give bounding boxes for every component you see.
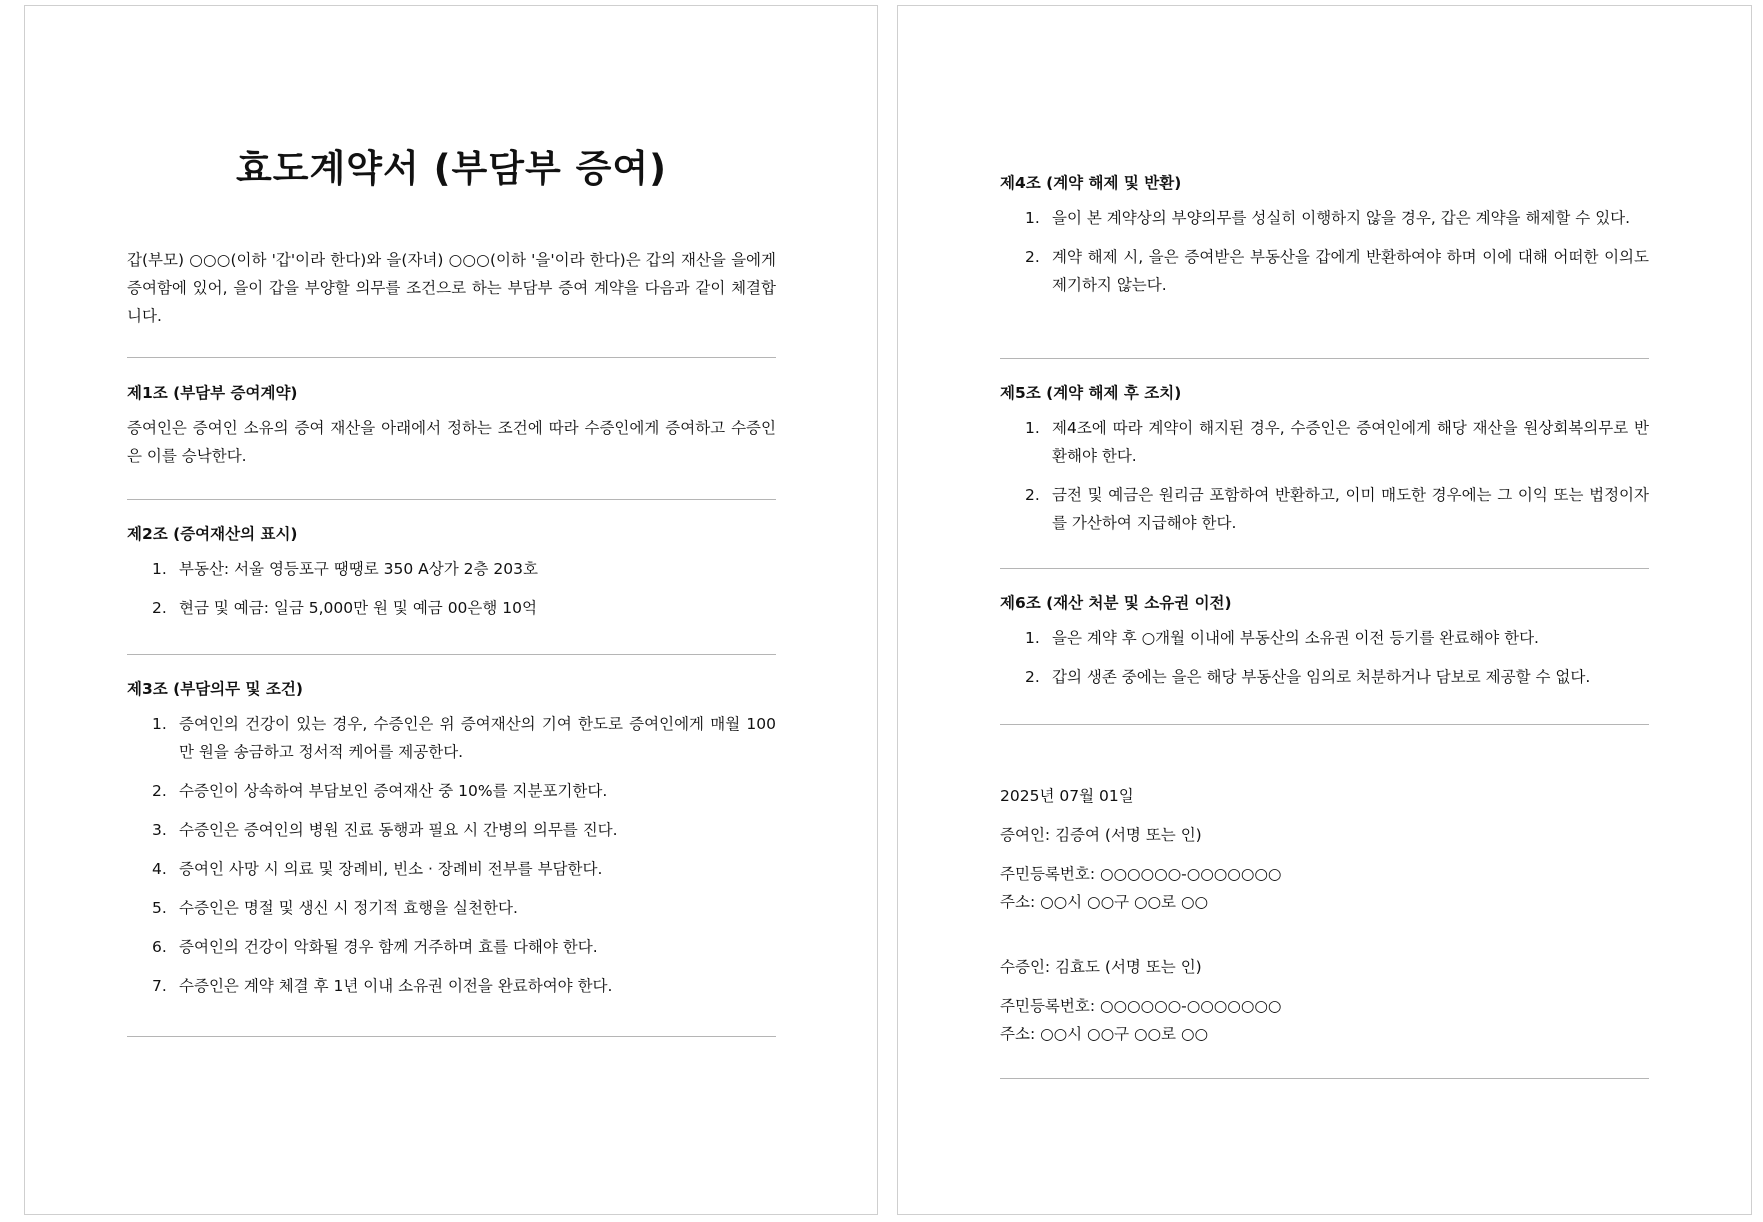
article-6-list xyxy=(1000,624,1649,702)
list-item-number: 2. xyxy=(1025,486,1040,504)
section-divider xyxy=(1000,568,1649,569)
list-item-text: 을이 본 계약상의 부양의무를 성실히 이행하지 않을 경우, 갑은 계약을 해제할 수 있다. xyxy=(1052,209,1631,227)
list-item-text: 수증인은 계약 체결 후 1년 이내 소유권 이전을 완료하여야 한다. xyxy=(179,977,613,995)
section-divider xyxy=(1000,724,1649,725)
article-2-list xyxy=(127,555,776,633)
list-item-text: 증여인 사망 시 의료 및 장례비, 빈소 · 장례비 전부를 부담한다. xyxy=(179,860,603,878)
list-item xyxy=(127,855,776,883)
list-item xyxy=(127,933,776,961)
list-item-number: 1. xyxy=(152,715,167,733)
list-item-number: 1. xyxy=(1025,209,1040,227)
list-item xyxy=(1000,243,1649,299)
article-1-heading: 제1조 (부담부 증여계약) xyxy=(127,384,298,402)
document-page-2 xyxy=(897,5,1752,1215)
article-5-list xyxy=(1000,414,1649,548)
list-item xyxy=(127,777,776,805)
article-1-paragraph: 증여인은 증여인 소유의 증여 재산을 아래에서 정하는 조건에 따라 수증인에게 증여하고 수증인은 이를 승낙한다. xyxy=(127,419,776,465)
intro-paragraph: 갑(부모) ○○○(이하 '갑'이라 한다)와 을(자녀) ○○○(이하 '을'이라 한다)은 갑의 재산을 을에게 증여함에 있어, 을이 갑을 부양할 의무를 조건으로 하는 부담부 증여 계약을 다음과 같이 체결합니다. xyxy=(127,251,776,325)
section-divider xyxy=(127,654,776,655)
donee-address-line: 주소: ○○시 ○○구 ○○로 ○○ xyxy=(1000,1025,1208,1043)
list-item-number: 6. xyxy=(152,938,167,956)
list-item-text: 계약 해제 시, 을은 증여받은 부동산을 갑에게 반환하여야 하며 이에 대해 어떠한 이의도 제기하지 않는다. xyxy=(1052,248,1649,294)
list-item-number: 2. xyxy=(152,782,167,800)
article-3-heading: 제3조 (부담의무 및 조건) xyxy=(127,680,303,698)
list-item-number: 3. xyxy=(152,821,167,839)
article-4-list xyxy=(1000,204,1649,310)
article-3-list xyxy=(127,710,776,1011)
list-item xyxy=(1000,624,1649,652)
list-item-number: 2. xyxy=(1025,248,1040,266)
list-item xyxy=(1000,663,1649,691)
list-item-number: 5. xyxy=(152,899,167,917)
list-item-text: 현금 및 예금: 일금 5,000만 원 및 예금 00은행 10억 xyxy=(179,599,537,617)
contract-date: 2025년 07월 01일 xyxy=(1000,787,1134,805)
list-item-text: 부동산: 서울 영등포구 땡땡로 350 A상가 2층 203호 xyxy=(179,560,538,578)
list-item xyxy=(127,710,776,766)
list-item-text: 수증인이 상속하여 부담보인 증여재산 중 10%를 지분포기한다. xyxy=(179,782,608,800)
list-item-number: 2. xyxy=(152,599,167,617)
list-item-text: 제4조에 따라 계약이 해지된 경우, 수증인은 증여인에게 해당 재산을 원상회복의무로 반환해야 한다. xyxy=(1052,419,1649,465)
list-item xyxy=(127,894,776,922)
list-item xyxy=(1000,481,1649,537)
document-page-1 xyxy=(24,5,878,1215)
list-item xyxy=(127,972,776,1000)
list-item xyxy=(1000,414,1649,470)
donee-name-line: 수증인: 김효도 (서명 또는 인) xyxy=(1000,958,1202,976)
article-6-heading: 제6조 (재산 처분 및 소유권 이전) xyxy=(1000,594,1232,612)
donor-id-line: 주민등록번호: ○○○○○○-○○○○○○○ xyxy=(1000,865,1282,883)
section-divider xyxy=(127,1036,776,1037)
list-item-text: 수증인은 명절 및 생신 시 정기적 효행을 실천한다. xyxy=(179,899,518,917)
article-5-heading: 제5조 (계약 해제 후 조치) xyxy=(1000,384,1182,402)
list-item-text: 수증인은 증여인의 병원 진료 동행과 필요 시 간병의 의무를 진다. xyxy=(179,821,618,839)
list-item-text: 갑의 생존 중에는 을은 해당 부동산을 임의로 처분하거나 담보로 제공할 수 없다. xyxy=(1052,668,1591,686)
section-divider xyxy=(127,499,776,500)
article-4-heading: 제4조 (계약 해제 및 반환) xyxy=(1000,174,1182,192)
list-item xyxy=(1000,204,1649,232)
article-2-heading: 제2조 (증여재산의 표시) xyxy=(127,525,298,543)
list-item-number: 1. xyxy=(1025,419,1040,437)
donor-address-line: 주소: ○○시 ○○구 ○○로 ○○ xyxy=(1000,893,1208,911)
document-title: 효도계약서 (부담부 증여) xyxy=(235,147,667,190)
section-divider xyxy=(1000,358,1649,359)
section-divider xyxy=(1000,1078,1649,1079)
list-item-text: 증여인의 건강이 악화될 경우 함께 거주하며 효를 다해야 한다. xyxy=(179,938,598,956)
list-item xyxy=(127,816,776,844)
donee-id-line: 주민등록번호: ○○○○○○-○○○○○○○ xyxy=(1000,997,1282,1015)
list-item-text: 금전 및 예금은 원리금 포함하여 반환하고, 이미 매도한 경우에는 그 이익 또는 법정이자를 가산하여 지급해야 한다. xyxy=(1052,486,1649,532)
list-item-text: 증여인의 건강이 있는 경우, 수증인은 위 증여재산의 기여 한도로 증여인에게 매월 100만 원을 송금하고 정서적 케어를 제공한다. xyxy=(179,715,776,761)
donor-name-line: 증여인: 김증여 (서명 또는 인) xyxy=(1000,826,1202,844)
list-item-number: 7. xyxy=(152,977,167,995)
list-item xyxy=(127,594,776,622)
list-item-number: 1. xyxy=(152,560,167,578)
list-item-number: 2. xyxy=(1025,668,1040,686)
list-item-number: 4. xyxy=(152,860,167,878)
list-item-number: 1. xyxy=(1025,629,1040,647)
list-item-text: 을은 계약 후 ○개월 이내에 부동산의 소유권 이전 등기를 완료해야 한다. xyxy=(1052,629,1539,647)
list-item xyxy=(127,555,776,583)
section-divider xyxy=(127,357,776,358)
